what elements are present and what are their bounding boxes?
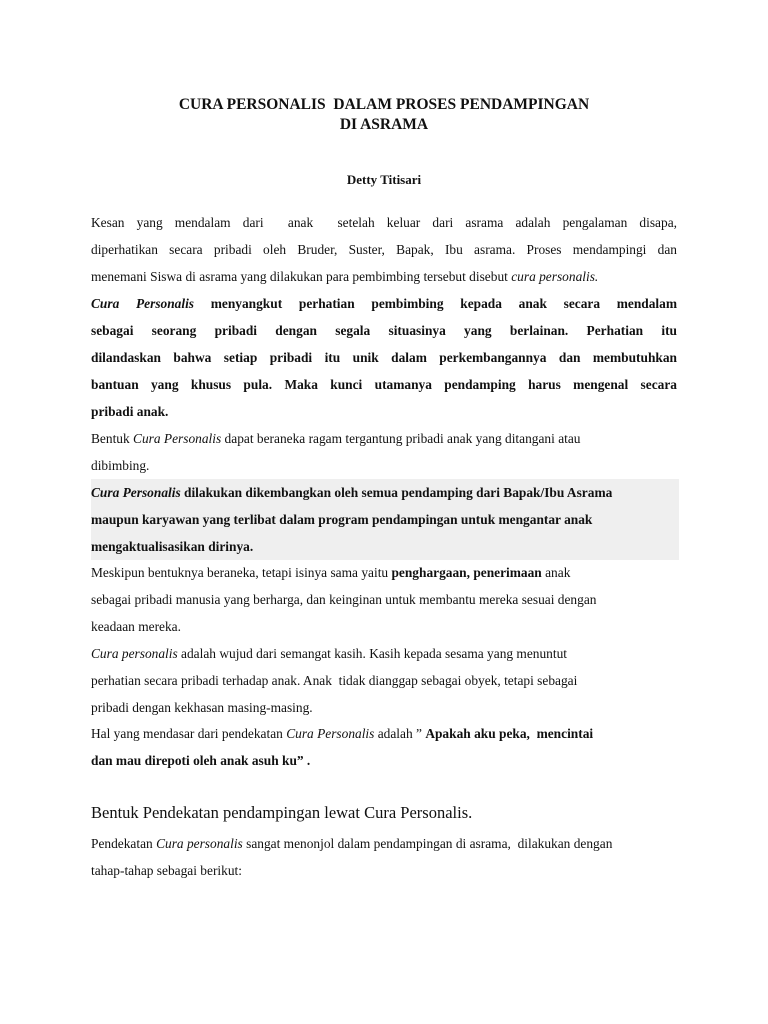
paragraph-intro: [91, 209, 677, 290]
paragraph-line: [91, 559, 677, 586]
italic-term: Cura Personalis: [286, 726, 375, 741]
paragraph-line: [91, 720, 677, 747]
paragraph-line: [91, 290, 677, 317]
bold-term: penghargaan, penerimaan: [391, 565, 542, 580]
paragraph-line: dilandaskan bahwa setiap pribadi itu unik dalam perkembangannya dan membutuhkan: [91, 350, 677, 365]
author-name: Detty Titisari: [346, 172, 422, 187]
italic-term: Cura personalis: [156, 836, 243, 851]
paragraph-line: [91, 830, 677, 857]
text-run: sangat menonjol dalam pendampingan di asrama, dilakukan dengan: [242, 836, 613, 851]
paragraph-line: sebagai pribadi manusia yang berharga, dan keinginan untuk membantu mereka sesuai dengan: [91, 592, 597, 607]
paragraph-line: tahap-tahap sebagai berikut:: [91, 863, 242, 878]
text-run: adalah ”: [374, 726, 426, 741]
section-heading: Bentuk Pendekatan pendampingan lewat Cura Personalis.: [91, 803, 473, 822]
italic-term: Cura Personalis: [91, 296, 195, 311]
italic-term: cura personalis.: [511, 269, 599, 284]
paragraph-line: pribadi dengan kekhasan masing-masing.: [91, 700, 313, 715]
paragraph-line: maupun karyawan yang terlibat dalam program pendampingan untuk mengantar anak: [91, 512, 593, 527]
paragraph-forms: [91, 425, 677, 479]
italic-term: Cura personalis: [91, 646, 178, 661]
text-run: dapat beraneka ragam tergantung pribadi anak yang ditangani atau: [221, 431, 581, 446]
text-run: menemani Siswa di asrama yang dilakukan para pembimbing tersebut disebut: [91, 269, 512, 284]
text-run: Pendekatan: [91, 836, 157, 851]
bold-quote: Apakah aku peka, mencintai: [425, 726, 594, 741]
paragraph-line: dibimbing.: [91, 458, 150, 473]
paragraph-content: [91, 559, 677, 640]
paragraph-line: [91, 425, 677, 452]
paragraph-line: [91, 640, 677, 667]
paragraph-line: dan mau direpoti oleh anak asuh ku” .: [91, 753, 311, 768]
document-title: [0, 95, 768, 135]
title-line-1: CURA PERSONALIS DALAM PROSES PENDAMPINGAN: [178, 96, 590, 113]
paragraph-key-question: [91, 720, 677, 774]
paragraph-line: mengaktualisasikan dirinya.: [91, 539, 254, 554]
text-run: menyangkut perhatian pembimbing kepada anak secara mendalam: [194, 296, 677, 311]
paragraph-line: diperhatikan secara pribadi oleh Bruder, Suster, Bapak, Ibu asrama. Proses mendampingi dan: [91, 242, 677, 257]
paragraph-line: Kesan yang mendalam dari anak setelah keluar dari asrama adalah pengalaman disapa,: [91, 215, 677, 230]
paragraph-line: pribadi anak.: [91, 404, 169, 419]
text-run: dilakukan dikembangkan oleh semua pendamping dari Bapak/Ibu Asrama: [180, 485, 613, 500]
text-run: Hal yang mendasar dari pendekatan: [91, 726, 287, 741]
paragraph-love: [91, 640, 677, 721]
paragraph-line: perhatian secara pribadi terhadap anak. Anak tidak dianggap sebagai obyek, tetapi sebagai: [91, 673, 578, 688]
italic-term: Cura Personalis: [91, 485, 181, 500]
text-run: Meskipun bentuknya beraneka, tetapi isinya sama yaitu: [91, 565, 392, 580]
text-run: Bentuk: [91, 431, 134, 446]
paragraph-line: bantuan yang khusus pula. Maka kunci utamanya pendamping harus mengenal secara: [91, 377, 677, 392]
paragraph-line: [91, 479, 679, 506]
text-run: anak: [541, 565, 571, 580]
paragraph-bold-definition: [91, 290, 677, 425]
paragraph-shaded-highlight: [91, 479, 679, 560]
paragraph-line: sebagai seorang pribadi dengan segala situasinya yang berlainan. Perhatian itu: [91, 323, 677, 338]
italic-term: Cura Personalis: [133, 431, 222, 446]
title-line-2: DI ASRAMA: [339, 116, 429, 133]
paragraph-line: keadaan mereka.: [91, 619, 181, 634]
paragraph-approach: [91, 830, 677, 884]
text-run: adalah wujud dari semangat kasih. Kasih kepada sesama yang menuntut: [177, 646, 568, 661]
paragraph-line: [91, 263, 677, 290]
